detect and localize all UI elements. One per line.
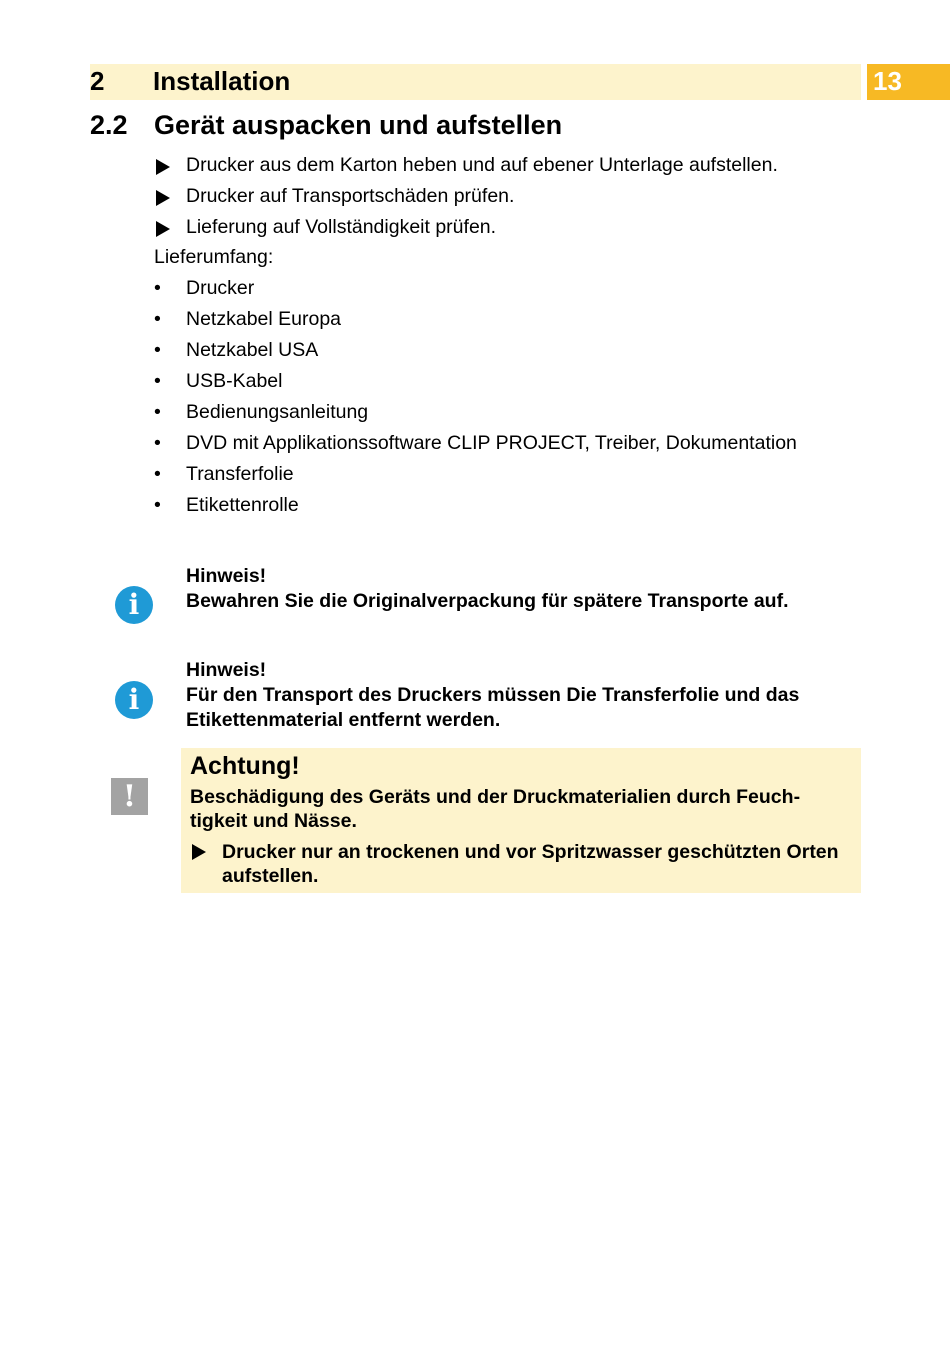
caution-text: Beschädigung des Geräts und der Druckmaterialien durch Feuch-tigkeit und Nässe. — [190, 786, 801, 832]
info-icon: i — [115, 681, 153, 719]
note-text: Bewahren Sie die Originalverpackung für spätere Transporte auf. — [186, 590, 789, 612]
page-number: 13 — [867, 64, 950, 100]
caution-box: Achtung! Beschädigung des Geräts und der Druckmaterialien durch Feuch-tigkeit und Nässe. Drucker nur an trockenen und vor Spritzwasser geschützten Orten aufstellen. — [181, 748, 861, 893]
chapter-header — [90, 64, 861, 100]
arrow-icon — [156, 190, 170, 206]
exclamation-icon: ! — [111, 778, 148, 815]
note-block — [186, 564, 846, 614]
note-block — [186, 658, 846, 733]
arrow-icon — [156, 221, 170, 237]
chapter-title: Installation — [153, 66, 291, 96]
arrow-icon — [192, 844, 206, 860]
info-icon: i — [115, 586, 153, 624]
note-text: Für den Transport des Druckers müssen Die Transferfolie und das Etikettenmaterial entfernt werden. — [186, 684, 800, 731]
section-title: Gerät auspacken und aufstellen — [154, 110, 563, 140]
arrow-icon — [156, 159, 170, 175]
note-title: Hinweis! — [186, 659, 267, 681]
caution-title: Achtung! — [190, 752, 300, 780]
chapter-number: 2 — [90, 66, 105, 96]
scope-label: Lieferumfang: — [154, 246, 274, 268]
section-number: 2.2 — [90, 110, 128, 140]
note-title: Hinweis! — [186, 565, 267, 587]
